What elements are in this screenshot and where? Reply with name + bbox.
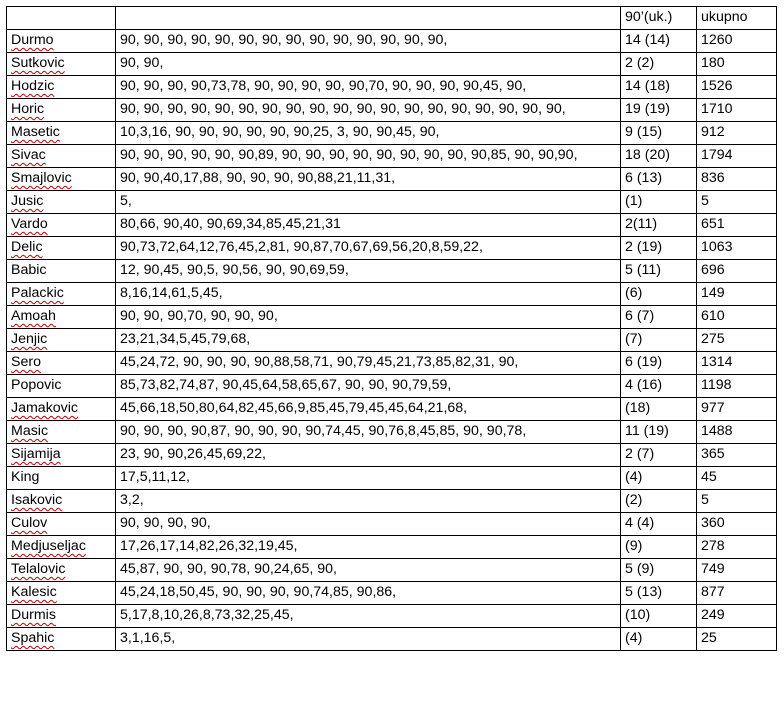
player-name-cell: [7, 283, 116, 306]
document-page: [6, 6, 776, 651]
total-minutes-cell: 977: [697, 398, 777, 421]
player-row: [7, 145, 777, 168]
player-row: [7, 536, 777, 559]
total-minutes-cell: 836: [697, 168, 777, 191]
games-played-cell: 6 (13): [621, 168, 697, 191]
games-played-cell: 18 (20): [621, 145, 697, 168]
player-row: [7, 467, 777, 490]
games-played-cell: 4 (16): [621, 375, 697, 398]
total-minutes-cell: 5: [697, 191, 777, 214]
player-name-text: Babic: [11, 262, 47, 278]
player-name-text: Hodzic: [11, 78, 55, 94]
total-minutes-cell: 149: [697, 283, 777, 306]
games-played-cell: 5 (13): [621, 582, 697, 605]
games-played-cell: 5 (11): [621, 260, 697, 283]
player-name-text: Telalovic: [11, 561, 66, 577]
minutes-list-cell: 3,1,16,5,: [116, 628, 621, 651]
games-played-cell: (4): [621, 628, 697, 651]
games-played-cell: (10): [621, 605, 697, 628]
player-name-text: Durmis: [11, 607, 56, 623]
player-row: [7, 237, 777, 260]
player-row: [7, 329, 777, 352]
player-row: [7, 490, 777, 513]
games-played-cell: 4 (4): [621, 513, 697, 536]
header-total-cell: ukupno: [697, 7, 777, 30]
player-row: [7, 76, 777, 99]
games-played-cell: (6): [621, 283, 697, 306]
player-row: [7, 605, 777, 628]
games-played-cell: 19 (19): [621, 99, 697, 122]
games-played-cell: (9): [621, 536, 697, 559]
games-played-cell: (2): [621, 490, 697, 513]
player-name-text: Masic: [11, 423, 49, 439]
player-row: [7, 352, 777, 375]
player-name-cell: [7, 513, 116, 536]
player-name-cell: [7, 536, 116, 559]
player-name-cell: [7, 352, 116, 375]
player-name-cell: [7, 605, 116, 628]
games-played-cell: 14 (14): [621, 30, 697, 53]
minutes-list-cell: 90, 90, 90, 90, 90, 90, 90, 90, 90, 90, 90, 90, 90, 90,: [116, 30, 621, 53]
minutes-list-cell: 23, 90, 90,26,45,69,22,: [116, 444, 621, 467]
player-name-text: Delic: [11, 239, 43, 255]
total-minutes-cell: 45: [697, 467, 777, 490]
total-minutes-cell: 1526: [697, 76, 777, 99]
player-name-text: Kalesic: [11, 584, 57, 600]
minutes-list-cell: 90,73,72,64,12,76,45,2,81, 90,87,70,67,69,56,20,8,59,22,: [116, 237, 621, 260]
player-name-text: Jamakovic: [11, 400, 79, 416]
player-row: [7, 306, 777, 329]
player-minutes-table: [6, 6, 777, 651]
player-name-text: Vardo: [11, 216, 48, 232]
total-minutes-cell: 180: [697, 53, 777, 76]
minutes-list-cell: 45,87, 90, 90, 90,78, 90,24,65, 90,: [116, 559, 621, 582]
games-played-cell: 2 (7): [621, 444, 697, 467]
player-name-text: King: [11, 469, 40, 485]
player-row: [7, 444, 777, 467]
total-minutes-cell: 651: [697, 214, 777, 237]
games-played-cell: 6 (19): [621, 352, 697, 375]
minutes-list-cell: 85,73,82,74,87, 90,45,64,58,65,67, 90, 90, 90,79,59,: [116, 375, 621, 398]
player-name-cell: [7, 237, 116, 260]
total-minutes-cell: 1794: [697, 145, 777, 168]
player-name-text: Isakovic: [11, 492, 63, 508]
total-minutes-cell: 365: [697, 444, 777, 467]
player-row: [7, 53, 777, 76]
total-minutes-cell: 1260: [697, 30, 777, 53]
minutes-list-cell: 90, 90,: [116, 53, 621, 76]
games-played-cell: 5 (9): [621, 559, 697, 582]
games-played-cell: 2(11): [621, 214, 697, 237]
player-name-text: Sutkovic: [11, 55, 65, 71]
player-name-text: Sijamija: [11, 446, 61, 462]
total-minutes-cell: 275: [697, 329, 777, 352]
player-name-cell: [7, 467, 116, 490]
games-played-cell: 11 (19): [621, 421, 697, 444]
minutes-list-cell: 45,24,18,50,45, 90, 90, 90, 90,74,85, 90,86,: [116, 582, 621, 605]
player-row: [7, 260, 777, 283]
header-minutes-cell: [116, 7, 621, 30]
header-name-cell: [7, 7, 116, 30]
total-minutes-cell: 360: [697, 513, 777, 536]
total-minutes-cell: 610: [697, 306, 777, 329]
player-name-cell: [7, 444, 116, 467]
games-played-cell: (1): [621, 191, 697, 214]
player-name-text: Horic: [11, 101, 45, 117]
minutes-list-cell: 90, 90,40,17,88, 90, 90, 90, 90,88,21,11,31,: [116, 168, 621, 191]
player-row: [7, 99, 777, 122]
player-row: [7, 283, 777, 306]
minutes-list-cell: 90, 90, 90,70, 90, 90, 90,: [116, 306, 621, 329]
player-name-cell: [7, 30, 116, 53]
games-played-cell: 14 (18): [621, 76, 697, 99]
player-name-text: Spahic: [11, 630, 55, 646]
player-name-cell: [7, 398, 116, 421]
player-name-text: Durmo: [11, 32, 54, 48]
games-played-cell: (7): [621, 329, 697, 352]
player-name-cell: [7, 168, 116, 191]
player-row: [7, 214, 777, 237]
player-name-text: Smajlovic: [11, 170, 72, 186]
total-minutes-cell: 1198: [697, 375, 777, 398]
header-row: [7, 7, 777, 30]
player-name-text: Masetic: [11, 124, 60, 140]
player-name-cell: [7, 214, 116, 237]
player-name-text: Medjuseljac: [11, 538, 86, 554]
total-minutes-cell: 278: [697, 536, 777, 559]
games-played-cell: (4): [621, 467, 697, 490]
minutes-list-cell: 45,66,18,50,80,64,82,45,66,9,85,45,79,45,45,64,21,68,: [116, 398, 621, 421]
player-row: [7, 375, 777, 398]
player-name-cell: [7, 329, 116, 352]
player-row: [7, 628, 777, 651]
total-minutes-cell: 912: [697, 122, 777, 145]
player-name-cell: [7, 191, 116, 214]
player-name-cell: [7, 421, 116, 444]
minutes-list-cell: 17,5,11,12,: [116, 467, 621, 490]
player-row: [7, 421, 777, 444]
player-row: [7, 513, 777, 536]
total-minutes-cell: 696: [697, 260, 777, 283]
minutes-list-cell: 80,66, 90,40, 90,69,34,85,45,21,31: [116, 214, 621, 237]
player-name-cell: [7, 122, 116, 145]
total-minutes-cell: 249: [697, 605, 777, 628]
player-name-cell: [7, 582, 116, 605]
player-name-text: Culov: [11, 515, 48, 531]
total-minutes-cell: 749: [697, 559, 777, 582]
player-name-cell: [7, 76, 116, 99]
total-minutes-cell: 877: [697, 582, 777, 605]
player-name-text: Amoah: [11, 308, 56, 324]
total-minutes-cell: 1314: [697, 352, 777, 375]
minutes-list-cell: 90, 90, 90, 90, 90, 90,89, 90, 90, 90, 90, 90, 90, 90, 90, 90,85, 90, 90,90,: [116, 145, 621, 168]
minutes-list-cell: 3,2,: [116, 490, 621, 513]
games-played-cell: 6 (7): [621, 306, 697, 329]
total-minutes-cell: 5: [697, 490, 777, 513]
games-played-cell: 2 (2): [621, 53, 697, 76]
player-name-cell: [7, 260, 116, 283]
player-name-cell: [7, 306, 116, 329]
total-minutes-cell: 1063: [697, 237, 777, 260]
total-minutes-cell: 25: [697, 628, 777, 651]
player-name-text: Sivac: [11, 147, 46, 163]
minutes-list-cell: 10,3,16, 90, 90, 90, 90, 90, 90,25, 3, 90, 90,45, 90,: [116, 122, 621, 145]
player-row: [7, 30, 777, 53]
minutes-list-cell: 90, 90, 90, 90,: [116, 513, 621, 536]
games-played-cell: (18): [621, 398, 697, 421]
player-name-text: Palackic: [11, 285, 64, 301]
header-games-cell: 90’(uk.): [621, 7, 697, 30]
player-name-cell: [7, 99, 116, 122]
player-row: [7, 191, 777, 214]
player-row: [7, 559, 777, 582]
minutes-list-cell: 90, 90, 90, 90,73,78, 90, 90, 90, 90, 90,70, 90, 90, 90, 90,45, 90,: [116, 76, 621, 99]
games-played-cell: 9 (15): [621, 122, 697, 145]
minutes-list-cell: 12, 90,45, 90,5, 90,56, 90, 90,69,59,: [116, 260, 621, 283]
player-row: [7, 398, 777, 421]
minutes-list-cell: 5,17,8,10,26,8,73,32,25,45,: [116, 605, 621, 628]
player-name-cell: [7, 559, 116, 582]
total-minutes-cell: 1488: [697, 421, 777, 444]
games-played-cell: 2 (19): [621, 237, 697, 260]
player-row: [7, 168, 777, 191]
player-row: [7, 122, 777, 145]
minutes-list-cell: 45,24,72, 90, 90, 90, 90,88,58,71, 90,79,45,21,73,85,82,31, 90,: [116, 352, 621, 375]
player-name-text: Jenjic: [11, 331, 48, 347]
minutes-list-cell: 17,26,17,14,82,26,32,19,45,: [116, 536, 621, 559]
total-minutes-cell: 1710: [697, 99, 777, 122]
minutes-list-cell: 5,: [116, 191, 621, 214]
player-name-cell: [7, 490, 116, 513]
minutes-list-cell: 90, 90, 90, 90,87, 90, 90, 90, 90,74,45, 90,76,8,45,85, 90, 90,78,: [116, 421, 621, 444]
minutes-list-cell: 8,16,14,61,5,45,: [116, 283, 621, 306]
player-name-text: Popovic: [11, 377, 62, 393]
player-name-text: Jusic: [11, 193, 44, 209]
player-name-cell: [7, 53, 116, 76]
player-row: [7, 582, 777, 605]
minutes-list-cell: 90, 90, 90, 90, 90, 90, 90, 90, 90, 90, 90, 90, 90, 90, 90, 90, 90, 90, 90,: [116, 99, 621, 122]
player-name-cell: [7, 375, 116, 398]
player-name-cell: [7, 628, 116, 651]
player-name-text: Sero: [11, 354, 41, 370]
minutes-list-cell: 23,21,34,5,45,79,68,: [116, 329, 621, 352]
player-name-cell: [7, 145, 116, 168]
